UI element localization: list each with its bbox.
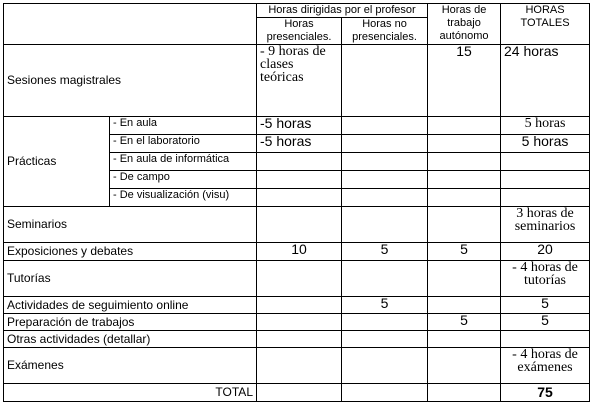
autonomous-value [428, 261, 501, 297]
in-person-value [257, 207, 342, 243]
activity-label: Seminarios [4, 207, 257, 243]
remote-value [342, 135, 428, 153]
total-value [501, 171, 590, 189]
remote-value [342, 153, 428, 171]
in-person-value [257, 314, 342, 331]
remote-value [342, 384, 428, 402]
header-empty-cell [4, 4, 257, 45]
header-directed-hours: Horas dirigidas por el profesor [257, 4, 428, 18]
total-value: 5 horas [501, 135, 590, 153]
activity-label: Sesiones magistrales [4, 45, 257, 117]
subactivity-label: - En el laboratorio [110, 135, 257, 153]
activity-label: Prácticas [4, 117, 110, 207]
subactivity-label: - De campo [110, 171, 257, 189]
total-value: - 4 horas de tutorías [501, 261, 590, 297]
in-person-value: 10 [257, 243, 342, 261]
in-person-value [257, 171, 342, 189]
total-value [501, 153, 590, 171]
autonomous-value [428, 297, 501, 314]
autonomous-value [428, 331, 501, 348]
activity-label: Exámenes [4, 348, 257, 384]
autonomous-value [428, 207, 501, 243]
remote-value [342, 207, 428, 243]
activity-label: Otras actividades (detallar) [4, 331, 257, 348]
in-person-value [257, 189, 342, 207]
autonomous-value [428, 117, 501, 135]
in-person-value: -5 horas [257, 117, 342, 135]
remote-value [342, 331, 428, 348]
total-value: 3 horas de seminarios [501, 207, 590, 243]
remote-value [342, 348, 428, 384]
header-total-hours: HORAS TOTALES [501, 4, 590, 45]
remote-value [342, 117, 428, 135]
in-person-value [257, 153, 342, 171]
remote-value [342, 189, 428, 207]
in-person-value [257, 297, 342, 314]
total-value: 20 [501, 243, 590, 261]
total-value: 5 [501, 297, 590, 314]
header-in-person-hours: Horas presenciales. [257, 18, 342, 45]
in-person-value [257, 331, 342, 348]
remote-value [342, 261, 428, 297]
table-row-magistrales [4, 45, 590, 117]
total-value [501, 189, 590, 207]
autonomous-value [428, 171, 501, 189]
table-row-preparacion [4, 314, 590, 331]
autonomous-value: 5 [428, 243, 501, 261]
remote-value [342, 314, 428, 331]
autonomous-value [428, 189, 501, 207]
table-row-tutorias [4, 261, 590, 297]
remote-value: 5 [342, 297, 428, 314]
in-person-value: - 9 horas de clases teóricas [257, 45, 342, 117]
autonomous-value [428, 348, 501, 384]
remote-value: 5 [342, 243, 428, 261]
activity-label: Actividades de seguimiento online [4, 297, 257, 314]
total-value: 24 horas [501, 45, 590, 117]
remote-value [342, 171, 428, 189]
autonomous-value [428, 384, 501, 402]
table-row-total [4, 384, 590, 402]
total-value: 5 [501, 314, 590, 331]
activity-label: Exposiciones y debates [4, 243, 257, 261]
total-value: - 4 horas de exámenes [501, 348, 590, 384]
subactivity-label: - En aula de informática [110, 153, 257, 171]
in-person-value [257, 261, 342, 297]
header-row-group [4, 4, 590, 18]
table-row-exposiciones [4, 243, 590, 261]
in-person-value [257, 384, 342, 402]
autonomous-value: 5 [428, 314, 501, 331]
table-row-examenes [4, 348, 590, 384]
total-value: 5 horas [501, 117, 590, 135]
activity-label: Preparación de trabajos [4, 314, 257, 331]
subactivity-label: - De visualización (visu) [110, 189, 257, 207]
table-row-practicas-aula [4, 117, 590, 135]
in-person-value: -5 horas [257, 135, 342, 153]
autonomous-value: 15 [428, 45, 501, 117]
header-remote-hours: Horas no presenciales. [342, 18, 428, 45]
table-row-otras [4, 331, 590, 348]
table-row-seguimiento [4, 297, 590, 314]
remote-value [342, 45, 428, 117]
total-value [501, 331, 590, 348]
grand-total-value: 75 [501, 384, 590, 402]
autonomous-value [428, 135, 501, 153]
in-person-value [257, 348, 342, 384]
autonomous-value [428, 153, 501, 171]
table-row-seminarios [4, 207, 590, 243]
header-autonomous-hours: Horas de trabajo autónomo [428, 4, 501, 45]
activity-label: Tutorías [4, 261, 257, 297]
total-label: TOTAL [4, 384, 257, 402]
subactivity-label: - En aula [110, 117, 257, 135]
hours-distribution-table [3, 3, 590, 402]
